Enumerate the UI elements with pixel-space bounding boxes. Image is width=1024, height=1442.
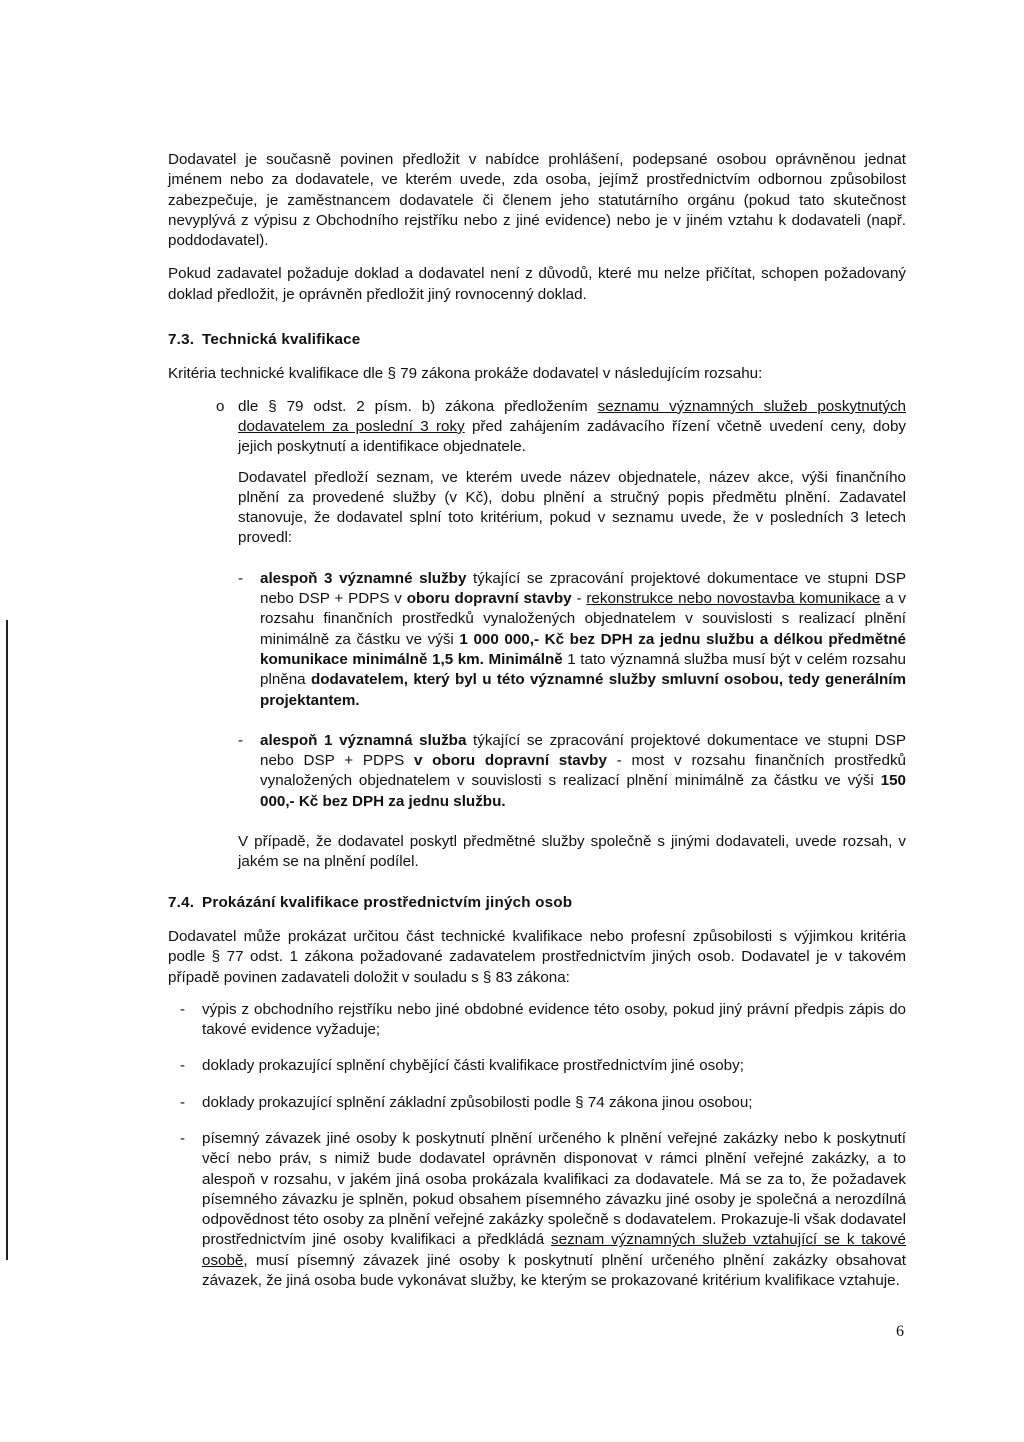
text: -: [571, 590, 587, 608]
text: 1 tato významná služba musí být v celém rozsahu plněna: [260, 650, 907, 689]
list-item-text: doklady prokazující splnění chybějící části kvalifikace prostřednictvím jiné osoby;: [202, 1057, 744, 1075]
bold-text: alespoň 1 významná služba: [260, 731, 467, 749]
section-title: Prokázání kvalifikace prostřednictvím jiných osob: [202, 893, 573, 911]
bold-text: 1 000 000,- Kč bez DPH za jednu službu a délkou předmětné komunikace minimálně 1,5 km. Minimálně: [260, 630, 906, 668]
list-item-text: písemný závazek jiné osoby k poskytnutí plnění určeného k plnění veřejné zakázky nebo k poskytnutí věcí nebo práv, s nimiž bude dodavatel oprávněn disponovat v rámci plnění veřejné zakázky, a to alespoň v rozsahu, v jakém jiná osoba prokázala kvalifikaci za dodavatele. Má se za to, že požadavek písemného závazku je splněn, pokud obsahem písemného závazku jiné osoby je společná a nerozdílná odpovědnost této osoby za plnění veřejné zakázky společně s dodavatelem. Prokazuje-li však dodavatel prostřednictvím jiné osoby kvalifikaci a předkládá: [202, 1129, 906, 1249]
indented-block: [168, 468, 906, 549]
closing-paragraph: V případě, že dodavatel poskytl předmětné služby společně s jinými dodavateli, uvede rozsah, v jakém se na plnění podílel.: [238, 833, 906, 871]
list-bullet: o: [216, 397, 225, 415]
dash-marker: -: [180, 1057, 186, 1075]
section-heading-7-3: [168, 330, 906, 350]
list-item-text: doklady prokazující splnění základní způsobilosti podle § 74 zákona jinou osobou;: [202, 1093, 753, 1111]
text: týkající se zpracování projektové dokumentace ve stupni DSP nebo DSP + PDPS: [260, 731, 906, 770]
text: a v rozsahu finančních prostředků vynaložených objednatelem v souvislosti s realizací plnění minimálně za částku ve výši: [260, 590, 906, 648]
list-item: [168, 1000, 906, 1041]
requirement-item-1: [168, 569, 906, 711]
section-intro: Dodavatel může prokázat určitou část technické kvalifikace nebo profesní způsobilosti s výjimkou kritéria podle § 77 odst. 1 zákona požadované zadavatelem prostřednictvím jiných osob. Dodavatel je v takovém případě povinen zadavateli doložit v souladu s § 83 zákona:: [168, 927, 906, 986]
dash-marker: -: [180, 1000, 186, 1018]
section-number: 7.4.: [168, 893, 195, 911]
paragraph-equivalent-document: Pokud zadavatel požaduje doklad a dodavatel není z důvodů, které mu nelze přičítat, schopen požadovaný doklad předložit, je oprávněn předložit jiný rovnocenný doklad.: [168, 265, 906, 303]
page-number: 6: [896, 1323, 904, 1340]
list-item: [168, 1093, 906, 1113]
dash-marker: -: [180, 1093, 186, 1111]
section-number: 7.3.: [168, 331, 195, 349]
bold-text: 150 000,- Kč bez DPH za jednu službu.: [260, 772, 906, 810]
list-description: Dodavatel předloží seznam, ve kterém uvede název objednatele, název akce, výši finančního plnění za provedené služby (v Kč), dobu plnění a stručný popis předmětu plnění. Zadavatel stanovuje, že dodavatel splní toto kritérium, pokud v seznamu uvede, že v posledních 3 letech provedl:: [238, 468, 906, 547]
section-intro: Kritéria technické kvalifikace dle § 79 zákona prokáže dodavatel v následujícím rozsahu:: [168, 365, 763, 383]
section-title: Technická kvalifikace: [202, 331, 361, 349]
section-heading-7-4: [168, 893, 906, 913]
item-text: před zahájením zadávacího řízení včetně uvedení ceny, doby jejich poskytnutí a identifikace objednatele.: [238, 417, 906, 456]
text: - most v rozsahu finančních prostředků vynaložených objednatelem v souvislosti s realizací plnění minimálně za částku ve výši: [260, 752, 906, 790]
list-item: [168, 1056, 906, 1076]
dash-marker: -: [238, 569, 244, 587]
text: týkající se zpracování projektové dokumentace ve stupni DSP nebo DSP + PDPS v: [260, 569, 906, 608]
dash-marker: -: [238, 731, 244, 749]
underlined-text: rekonstrukce nebo novostavba komunikace: [586, 590, 881, 608]
list-item-text: , musí písemný závazek jiné osoby k poskytnutí plnění určeného plnění zakázky obsahovat závazek, že jiná osoba bude vykonávat služby, ke kterým se prokazované kritérium kvalifikace vztahuje.: [202, 1251, 906, 1290]
bold-text: oboru dopravní stavby: [406, 590, 572, 608]
bold-text: v oboru dopravní stavby: [413, 752, 607, 770]
criteria-list-item: [168, 397, 906, 458]
list-item: [168, 1129, 906, 1291]
margin-line: [6, 620, 8, 1260]
paragraph-declaration: Dodavatel je současně povinen předložit v nabídce prohlášení, podepsané osobou oprávněnou jednat jménem nebo za dodavatele, ve kterém uvede, zda osoba, jejímž prostřednictvím odbornou způsobilost zabezpečuje, je zaměstnancem dodavatele či členem jeho statutárního orgánu (pokud tato skutečnost nevyplývá z výpisu z Obchodního rejstříku nebo z jiné evidence) nebo je v jiném vztahu k dodavateli (např. poddodavatel).: [168, 151, 906, 250]
bold-text: alespoň 3 významné služby: [260, 569, 467, 587]
item-underlined-text: seznamu významných služeb poskytnutých dodavatelem za poslední 3 roky: [238, 397, 906, 435]
document-body: [168, 150, 906, 1307]
item-text: dle § 79 odst. 2 písm. b) zákona předložením: [238, 397, 598, 415]
indented-block: [168, 832, 906, 873]
dash-marker: -: [180, 1129, 186, 1147]
list-item-text: výpis z obchodního rejstříku nebo jiné obdobné evidence této osoby, pokud jiný právní předpis zápis do takové evidence vyžaduje;: [202, 1000, 906, 1039]
requirement-item-2: [168, 731, 906, 812]
underlined-text: seznam významných služeb vztahující se k takové osobě: [202, 1231, 906, 1269]
bold-text: dodavatelem, který byl u této významné služby smluvní osobou, tedy generálním projektantem.: [260, 671, 906, 709]
